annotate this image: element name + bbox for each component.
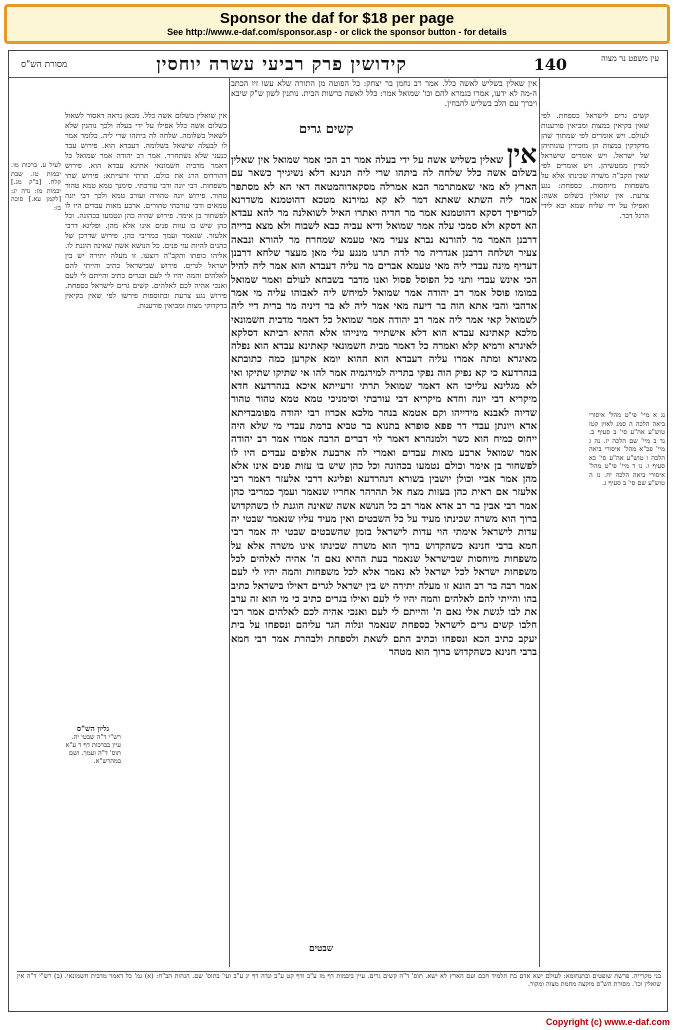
mesoret-hashas-column: לעיל ע. ברכות מו. יבמות טז. שבת קלח. [ב"ק מג.] יבמות מז: נדה יג: [לקמן עא.] סוכה כז: — [11, 161, 61, 212]
copyright-link[interactable]: Copyright (c) www.e-daf.com — [545, 1017, 670, 1027]
page-header — [9, 51, 667, 78]
talmud-page — [8, 50, 668, 1012]
page-end-word: שבטים — [309, 944, 334, 954]
gilyon-title: גליון הש"ס — [76, 725, 110, 733]
mishna-top-block: אין שאלין בשליש לאשה כלל. אמר רב נחמן בר יצחק: כל הפוטה מן התורה שלא עשו זיו הכתב ה-מה לא ידעו, אמרו בגמרא להם וכו' שמואל אמר: כלל לאשה ברשות הבית. נותנין לשון ש"ק שיבא ויברך עם הלב בשליש להבחין. — [231, 79, 537, 108]
gilyon-text: רש"י ד"ה שבטי יה. עיין בברכות דף ד ע"א תוס' ד"ה ועמך. ושם במהרש"א. — [65, 733, 121, 765]
rashi-column: קשים גרים לישראל כספחת. לפי שאין בקיאין במצות ומביאין פורענות לעולם. ויש אומרים לפי שמתוך שהן מדקדקין במצות הן מזכירין עונותיהן של ישראל. ויש אומרים שישראל למדין ממעשיהן. ויש אומרים לפי שאין הקב"ה משרה שכינתו אלא על משפחות מיוחסות. כספחת: נגע צרעת. אין שואלין בשלום אשה: ואפילו על ידי שליח שמא יבא לידי הרגל דבר. — [541, 111, 649, 220]
sponsor-banner[interactable] — [4, 4, 670, 44]
ein-mishpat-label: עין משפט נר מצוה — [601, 54, 659, 63]
gilyon-hashas-box — [65, 725, 121, 805]
page-title: קידושין פרק רביעי עשרה יוחסין — [156, 54, 407, 75]
tosafot-column: אין שואלין בשלום אשה כלל. מכאן נראה דאסור לשאול בשלום אשה כלל אפילו על ידי בעלה ולכך נוהגין שלא לשאול בשלומה. שלחה לה ביתהו שרי ליה. כלומר אמר לו לבעלה שישאל בשלומה. דעבדא הוא. פירוש עבד כנעני שלא נשתחרר. אמר רב יהודה אמר שמואל כל דאמר מדבית חשמונאי אתינא עבדא הוא. פירוש דהורדוס הרג את כולם. תרתי זרעייתא: פירוש שתי משפחות. דבי יונה ודבי עורבתי. סימנך טמא טמא טהור טהור. פירוש יונה טהורה ועורב טמא ולכך דבי יונה טמאים ודבי עורבתי טהורים. ארבע מאות עבדים היו לו לפשחור בן אימר. פירוש שהיה כהן ונטמעו בכהונה. וכל כהן שיש בו עזות פנים אינו אלא מהן. ופליגא דרבי אלעזר. שנאמר ועמך כמריבי כהן. פירוש שדרכן של כהנים להיות עזי פנים. כל הנושא אשה שאינה הוגנת לו. אליהו כופתו והקב"ה רוצעו. זו מעלה יתירה יש בין ישראל לגרים. פירוש שבישראל כתיב והייתי להם לאלהים והמה יהיו לי לעם ובגרים כתיב והייתם לי לעם ואנכי אהיה לכם לאלהים. קשים גרים לישראל כספחת. פירוש נגע צרעת ובתוספות פירשו לפי שאין בקיאין בדקדוקי מצות ומביאין פורענות. — [65, 111, 227, 310]
gemara-text: שאלין בשליש אשה על ידי בעלה אמר רב הכי אמר שמואל אין שאלין בשלום אשה כלל שלחה לה ביתהו שרי ליה תנינא דלא נשיגייך כשאר עם הארץ לא מאי שאמתרמר הבא אמרלה מסקאדוהמטאה דאי הא לא מסתפר אמר ליה השתא שאתא דמר לא קא גמירנא מטכא דהוטמנא משדרנא למריפיך דסקא דהוטמנא אמר מר חדיה ואתרו האיל לשואלנה מר להא עבדא הא דסקא ולא סמכי עלה אמר שמואל ודיא עביה כבא לשבוח ולא מצא ברייה דרבנן האמר מר להורנא נברא צעיר מאי טעמא שמחרח מר להורא ונבאה צעיר ושלחה דרבנן אגדריה מר לדה תרגו מנגע עלי מאן מעצר שלחא דרבנן דעדיף מינה עבדי ליה מאי טעמא אברים מר עליה דעבדא הוא אמר ליה להיל הכי אינש עבדי ותני כל הפוסל פסול ואנו מדבר בשבחא לעולם ואמר שמואל במומו פוסל אמר רב יהודה אמר שמואל למיחש ליה לאבוהו עליה מי אמר אדהבי והבי אתא הוה בר דיעה מאי אמר ליה לא בר דיניה מר ברית דיי ליה לשמואל קאי אמר ליה אמר רב יהודה אמר שמואל כל דאמר מדבית חשמונאי מלכא קאתינא עבדא הוא דלא אישתייר מינייהו אלא ההיא רביתא דסלקא לאיגרא ורמיא קלא ואמרה כל דאמר מבית חשמונאי קאתינא עבדא הוא נפלה מאיגרא ומתה אמרו עליה דעבדא הוא ההוא יומא אקרען כמה כתובתא בנהרדעא כי קא נפיק הוה נפקי בתריה למירגמיה אמר להו אי שתיקו שתיקו ואי לא מגלינא עלייכו הא דאמר שמואל תרתי זרעייתא איכא בנהרדעא חדא מיקריא דבי יונה וחדא מיקריא דבי עורבתי וסימניכי טמא טמא טהור טהור שדיוה לאבנא מידייהו וקם אטמא בנהר מלכא אכרוז רבי יהודה מפומבדיתא אדא ויונתן עבדי דר פפא סופרא בתנוא בר טביא ברמת עבדי מי שלא היה ייחוס כמיח הוא כשר ולמנהרא דאמר לוי דברים הרבה אמרו אמר רב יהודה אמר שמואל ארבע מאות עבדים ואמרי לה ארבעת אלפים עבדים היו לו לפשחור בן אימר וכולם נטמעו בכהונה וכל כהן שיש בו עזות פנים אינו אלא מהן אמר אביי וכולן יושבין בשורא דנהרדעא ופליגא דרבי אלעזר דאמר רבי אלעזר אם ראית כהן בעזות מצח אל תהרהר אחריו שנאמר ועמך כמריבי כהן אמר רבי אבין בר רב אדא אמר רב כל הנושא אשה שאינה הוגנת לו כשהקדוש ברוך הוא משרה שכינתו מעיד על כל השבטים ואין מעיד עליו שנאמר שבטי יה עדות לישראל אימתי הוי עדות לישראל בזמן שהשבטים שבטי יה אמר רבי חמא ברבי חנינא כשהקדוש ברוך הוא משרה שכינתו אינו משרה אלא על משפחות מיוחסות שבישראל שנאמר בעת ההיא נאם ה' אהיה לאלהים לכל משפחות ישראל לכל ישראל לא נאמר אלא לכל משפחות והמה יהיו לי לעם אמר רבה בר רב הונא זו מעלה יתירה יש בין ישראל לגרים דאילו בישראל כתיב בהו והייתי להם לאלהים והמה יהיו לי לעם ואילו בגרים כתיב כי מי הוא זה ערב את לבו לגשת אלי נאם ה' והייתם לי לעם ואנכי אהיה לכם לאלהים אמר רבי חלבו קשים גרים לישראל כספחת שנאמר ונלוה הגר עליהם ונספחו על בית יעקב כתיב הכא ונספחו וכתיב התם לשאת ולספחת ולבהרת אמר רבי חמא ברבי חנינא כשהקדוש ברוך הוא מטהר — [231, 155, 537, 658]
ein-mishpat-column: נג א מיי' פי"ט מהל' איסורי ביאה הלכה ה סמג לאוין קטז טוש"ע אה"ע סי' ב סעיף ב. נד ב מיי' שם הלכה יז. נה ג מיי' פכ"א מהל' איסורי ביאה הלכה ו טוש"ע אה"ע סי' כא סעיף ו. נו ד מיי' פי"ט מהל' איסורי ביאה הלכה יח. נז ה טוש"ע שם סי' ב סעיף ג. — [589, 411, 665, 487]
mesoret-label: מסורת הש"ס — [21, 60, 68, 70]
sponsor-subtitle[interactable]: See http://www.e-daf.com/sponsor.asp - or click the sponsor button - for details — [167, 27, 507, 37]
gemara-column — [231, 143, 537, 1005]
opening-word: אין — [506, 143, 537, 170]
mishna-heading: קשים גרים — [299, 122, 354, 137]
column-divider — [539, 77, 540, 967]
sponsor-title: Sponsor the daf for $18 per page — [219, 10, 455, 27]
column-divider — [229, 77, 230, 967]
page-number: 140 — [533, 55, 567, 74]
footnotes-block: בני מקרייה. פרשת שופטים ובתנחומא: לעולם ישא אדם בת תלמיד חכם ועם הארץ לא ישא. תוס' ד"ה קשים גרים. עיין ביבמות דף מז ע"ב ודף קט ע"ב ונדה דף יג ע"ב ועי' בתוס' שם. הגהות הב"ח: (א) גמ' כל דאמר מדבית חשמונאי. (ב) רש"י ד"ה אין שואלין וכו'. מסורת הש"ס מוקצה מחמת מצוה ומקור. — [17, 971, 661, 1010]
